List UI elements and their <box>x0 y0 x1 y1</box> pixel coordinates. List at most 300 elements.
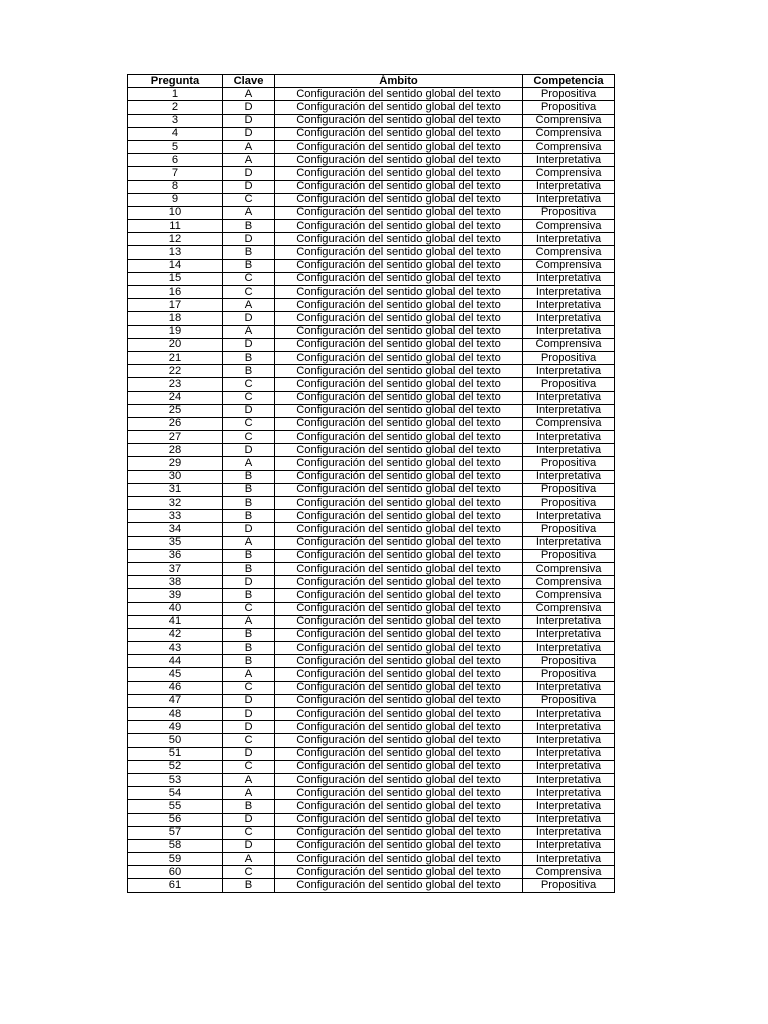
cell-competencia: Interpretativa <box>523 642 615 655</box>
cell-clave: D <box>223 127 275 140</box>
cell-ambito: Configuración del sentido global del texto <box>275 510 523 523</box>
cell-pregunta: 46 <box>128 681 223 694</box>
cell-clave: A <box>223 668 275 681</box>
table-row <box>128 233 615 246</box>
table-row <box>128 787 615 800</box>
cell-ambito: Configuración del sentido global del texto <box>275 760 523 773</box>
cell-ambito: Configuración del sentido global del texto <box>275 800 523 813</box>
cell-competencia: Interpretativa <box>523 233 615 246</box>
cell-competencia: Interpretativa <box>523 510 615 523</box>
cell-competencia: Interpretativa <box>523 681 615 694</box>
table-row <box>128 721 615 734</box>
cell-pregunta: 56 <box>128 813 223 826</box>
cell-clave: B <box>223 351 275 364</box>
cell-competencia: Comprensiva <box>523 140 615 153</box>
cell-ambito: Configuración del sentido global del texto <box>275 734 523 747</box>
cell-competencia: Propositiva <box>523 549 615 562</box>
cell-clave: B <box>223 549 275 562</box>
cell-competencia: Interpretativa <box>523 747 615 760</box>
cell-competencia: Interpretativa <box>523 615 615 628</box>
table-row <box>128 391 615 404</box>
cell-clave: C <box>223 272 275 285</box>
table-row <box>128 628 615 641</box>
cell-ambito: Configuración del sentido global del texto <box>275 365 523 378</box>
cell-pregunta: 33 <box>128 510 223 523</box>
cell-clave: B <box>223 562 275 575</box>
table-row <box>128 879 615 892</box>
table-row <box>128 562 615 575</box>
table-row <box>128 417 615 430</box>
cell-clave: B <box>223 510 275 523</box>
cell-pregunta: 48 <box>128 708 223 721</box>
cell-clave: C <box>223 681 275 694</box>
cell-ambito: Configuración del sentido global del texto <box>275 417 523 430</box>
table-row <box>128 800 615 813</box>
cell-clave: D <box>223 233 275 246</box>
cell-pregunta: 12 <box>128 233 223 246</box>
cell-ambito: Configuración del sentido global del texto <box>275 708 523 721</box>
cell-competencia: Interpretativa <box>523 299 615 312</box>
cell-clave: A <box>223 88 275 101</box>
cell-competencia: Propositiva <box>523 668 615 681</box>
cell-clave: A <box>223 853 275 866</box>
table-row <box>128 259 615 272</box>
cell-competencia: Interpretativa <box>523 312 615 325</box>
header-row <box>128 75 615 88</box>
cell-clave: B <box>223 259 275 272</box>
table-row <box>128 708 615 721</box>
cell-pregunta: 25 <box>128 404 223 417</box>
cell-competencia: Interpretativa <box>523 180 615 193</box>
table-row <box>128 404 615 417</box>
cell-pregunta: 3 <box>128 114 223 127</box>
cell-clave: B <box>223 365 275 378</box>
cell-pregunta: 1 <box>128 88 223 101</box>
table-row <box>128 536 615 549</box>
table-row <box>128 813 615 826</box>
cell-clave: D <box>223 338 275 351</box>
cell-clave: A <box>223 457 275 470</box>
table-row <box>128 470 615 483</box>
cell-ambito: Configuración del sentido global del texto <box>275 470 523 483</box>
cell-competencia: Comprensiva <box>523 338 615 351</box>
cell-ambito: Configuración del sentido global del texto <box>275 88 523 101</box>
cell-clave: C <box>223 826 275 839</box>
cell-clave: A <box>223 325 275 338</box>
cell-pregunta: 52 <box>128 760 223 773</box>
cell-competencia: Propositiva <box>523 378 615 391</box>
cell-pregunta: 42 <box>128 628 223 641</box>
table-row <box>128 853 615 866</box>
cell-ambito: Configuración del sentido global del texto <box>275 457 523 470</box>
cell-ambito: Configuración del sentido global del texto <box>275 101 523 114</box>
cell-pregunta: 9 <box>128 193 223 206</box>
cell-ambito: Configuración del sentido global del texto <box>275 114 523 127</box>
cell-competencia: Propositiva <box>523 879 615 892</box>
cell-pregunta: 43 <box>128 642 223 655</box>
cell-competencia: Interpretativa <box>523 154 615 167</box>
cell-pregunta: 44 <box>128 655 223 668</box>
cell-ambito: Configuración del sentido global del texto <box>275 589 523 602</box>
cell-ambito: Configuración del sentido global del texto <box>275 615 523 628</box>
cell-clave: C <box>223 866 275 879</box>
cell-ambito: Configuración del sentido global del texto <box>275 681 523 694</box>
cell-competencia: Interpretativa <box>523 536 615 549</box>
cell-competencia: Comprensiva <box>523 562 615 575</box>
cell-competencia: Interpretativa <box>523 444 615 457</box>
cell-ambito: Configuración del sentido global del texto <box>275 773 523 786</box>
table-row <box>128 167 615 180</box>
cell-ambito: Configuración del sentido global del texto <box>275 576 523 589</box>
cell-clave: B <box>223 470 275 483</box>
cell-pregunta: 21 <box>128 351 223 364</box>
cell-clave: C <box>223 193 275 206</box>
table-row <box>128 272 615 285</box>
cell-pregunta: 30 <box>128 470 223 483</box>
cell-competencia: Interpretativa <box>523 193 615 206</box>
table-row <box>128 747 615 760</box>
cell-clave: A <box>223 299 275 312</box>
cell-ambito: Configuración del sentido global del texto <box>275 642 523 655</box>
cell-pregunta: 31 <box>128 483 223 496</box>
cell-competencia: Propositiva <box>523 655 615 668</box>
table-row <box>128 602 615 615</box>
cell-pregunta: 29 <box>128 457 223 470</box>
cell-competencia: Propositiva <box>523 483 615 496</box>
cell-ambito: Configuración del sentido global del texto <box>275 602 523 615</box>
cell-competencia: Comprensiva <box>523 589 615 602</box>
cell-pregunta: 59 <box>128 853 223 866</box>
cell-competencia: Interpretativa <box>523 365 615 378</box>
cell-ambito: Configuración del sentido global del texto <box>275 167 523 180</box>
cell-pregunta: 23 <box>128 378 223 391</box>
cell-pregunta: 60 <box>128 866 223 879</box>
table-row <box>128 483 615 496</box>
cell-ambito: Configuración del sentido global del texto <box>275 338 523 351</box>
cell-ambito: Configuración del sentido global del texto <box>275 536 523 549</box>
cell-clave: B <box>223 879 275 892</box>
table-row <box>128 351 615 364</box>
cell-pregunta: 11 <box>128 220 223 233</box>
cell-competencia: Interpretativa <box>523 286 615 299</box>
table-row <box>128 154 615 167</box>
table-row <box>128 140 615 153</box>
cell-competencia: Comprensiva <box>523 167 615 180</box>
cell-competencia: Comprensiva <box>523 259 615 272</box>
cell-clave: A <box>223 154 275 167</box>
table-row <box>128 325 615 338</box>
cell-pregunta: 54 <box>128 787 223 800</box>
cell-ambito: Configuración del sentido global del texto <box>275 813 523 826</box>
table-row <box>128 101 615 114</box>
cell-pregunta: 8 <box>128 180 223 193</box>
table-row <box>128 694 615 707</box>
cell-pregunta: 58 <box>128 839 223 852</box>
table-row <box>128 839 615 852</box>
cell-competencia: Interpretativa <box>523 404 615 417</box>
table-row <box>128 457 615 470</box>
cell-ambito: Configuración del sentido global del texto <box>275 747 523 760</box>
cell-pregunta: 27 <box>128 431 223 444</box>
table-row <box>128 312 615 325</box>
cell-competencia: Propositiva <box>523 351 615 364</box>
header-clave: Clave <box>223 75 275 88</box>
table-row <box>128 866 615 879</box>
cell-clave: A <box>223 536 275 549</box>
cell-clave: D <box>223 839 275 852</box>
cell-pregunta: 38 <box>128 576 223 589</box>
cell-pregunta: 32 <box>128 497 223 510</box>
cell-ambito: Configuración del sentido global del texto <box>275 233 523 246</box>
cell-ambito: Configuración del sentido global del texto <box>275 879 523 892</box>
cell-pregunta: 24 <box>128 391 223 404</box>
cell-ambito: Configuración del sentido global del texto <box>275 193 523 206</box>
cell-competencia: Propositiva <box>523 88 615 101</box>
cell-competencia: Interpretativa <box>523 787 615 800</box>
cell-competencia: Comprensiva <box>523 417 615 430</box>
cell-clave: B <box>223 642 275 655</box>
cell-ambito: Configuración del sentido global del texto <box>275 220 523 233</box>
cell-ambito: Configuración del sentido global del texto <box>275 154 523 167</box>
table-row <box>128 206 615 219</box>
cell-competencia: Interpretativa <box>523 272 615 285</box>
table-row <box>128 497 615 510</box>
cell-ambito: Configuración del sentido global del texto <box>275 140 523 153</box>
cell-competencia: Propositiva <box>523 206 615 219</box>
table-row <box>128 365 615 378</box>
cell-competencia: Comprensiva <box>523 127 615 140</box>
cell-pregunta: 6 <box>128 154 223 167</box>
table-row <box>128 589 615 602</box>
cell-ambito: Configuración del sentido global del texto <box>275 549 523 562</box>
cell-clave: B <box>223 655 275 668</box>
cell-clave: C <box>223 602 275 615</box>
cell-competencia: Comprensiva <box>523 114 615 127</box>
cell-ambito: Configuración del sentido global del texto <box>275 127 523 140</box>
cell-pregunta: 7 <box>128 167 223 180</box>
cell-clave: C <box>223 286 275 299</box>
table-row <box>128 114 615 127</box>
cell-clave: B <box>223 246 275 259</box>
cell-pregunta: 16 <box>128 286 223 299</box>
cell-clave: D <box>223 180 275 193</box>
cell-competencia: Interpretativa <box>523 839 615 852</box>
cell-pregunta: 57 <box>128 826 223 839</box>
cell-clave: B <box>223 220 275 233</box>
cell-clave: C <box>223 417 275 430</box>
cell-ambito: Configuración del sentido global del texto <box>275 351 523 364</box>
table-body <box>128 88 615 892</box>
cell-competencia: Propositiva <box>523 694 615 707</box>
cell-pregunta: 20 <box>128 338 223 351</box>
cell-pregunta: 45 <box>128 668 223 681</box>
cell-ambito: Configuración del sentido global del texto <box>275 562 523 575</box>
cell-pregunta: 28 <box>128 444 223 457</box>
cell-clave: D <box>223 523 275 536</box>
cell-clave: A <box>223 615 275 628</box>
cell-clave: B <box>223 628 275 641</box>
cell-ambito: Configuración del sentido global del texto <box>275 655 523 668</box>
cell-clave: C <box>223 391 275 404</box>
table-row <box>128 576 615 589</box>
answer-key-table <box>127 74 615 893</box>
cell-pregunta: 50 <box>128 734 223 747</box>
cell-pregunta: 19 <box>128 325 223 338</box>
cell-pregunta: 5 <box>128 140 223 153</box>
cell-clave: B <box>223 483 275 496</box>
cell-pregunta: 51 <box>128 747 223 760</box>
table-header <box>128 75 615 88</box>
cell-competencia: Propositiva <box>523 101 615 114</box>
table-row <box>128 773 615 786</box>
cell-clave: D <box>223 101 275 114</box>
cell-competencia: Comprensiva <box>523 246 615 259</box>
cell-clave: C <box>223 760 275 773</box>
cell-ambito: Configuración del sentido global del texto <box>275 497 523 510</box>
cell-clave: D <box>223 312 275 325</box>
cell-ambito: Configuración del sentido global del texto <box>275 483 523 496</box>
cell-clave: D <box>223 444 275 457</box>
cell-pregunta: 49 <box>128 721 223 734</box>
cell-ambito: Configuración del sentido global del texto <box>275 668 523 681</box>
cell-pregunta: 13 <box>128 246 223 259</box>
cell-pregunta: 34 <box>128 523 223 536</box>
cell-ambito: Configuración del sentido global del texto <box>275 853 523 866</box>
header-competencia: Competencia <box>523 75 615 88</box>
cell-pregunta: 18 <box>128 312 223 325</box>
table-row <box>128 378 615 391</box>
table-row <box>128 444 615 457</box>
table-row <box>128 127 615 140</box>
cell-clave: D <box>223 404 275 417</box>
cell-competencia: Interpretativa <box>523 470 615 483</box>
cell-competencia: Propositiva <box>523 497 615 510</box>
cell-pregunta: 4 <box>128 127 223 140</box>
cell-competencia: Interpretativa <box>523 431 615 444</box>
cell-pregunta: 26 <box>128 417 223 430</box>
cell-pregunta: 41 <box>128 615 223 628</box>
table-row <box>128 286 615 299</box>
cell-clave: A <box>223 773 275 786</box>
cell-competencia: Comprensiva <box>523 866 615 879</box>
table-row <box>128 88 615 101</box>
cell-competencia: Interpretativa <box>523 826 615 839</box>
cell-ambito: Configuración del sentido global del texto <box>275 404 523 417</box>
cell-competencia: Interpretativa <box>523 391 615 404</box>
table-row <box>128 220 615 233</box>
cell-ambito: Configuración del sentido global del texto <box>275 694 523 707</box>
cell-pregunta: 35 <box>128 536 223 549</box>
cell-pregunta: 14 <box>128 259 223 272</box>
table-row <box>128 510 615 523</box>
cell-pregunta: 36 <box>128 549 223 562</box>
cell-clave: D <box>223 114 275 127</box>
cell-pregunta: 39 <box>128 589 223 602</box>
cell-pregunta: 61 <box>128 879 223 892</box>
table-row <box>128 734 615 747</box>
cell-clave: D <box>223 576 275 589</box>
table-row <box>128 681 615 694</box>
table-row <box>128 338 615 351</box>
cell-pregunta: 40 <box>128 602 223 615</box>
cell-ambito: Configuración del sentido global del texto <box>275 391 523 404</box>
cell-ambito: Configuración del sentido global del texto <box>275 721 523 734</box>
cell-clave: B <box>223 497 275 510</box>
cell-pregunta: 2 <box>128 101 223 114</box>
cell-clave: B <box>223 800 275 813</box>
cell-ambito: Configuración del sentido global del texto <box>275 206 523 219</box>
table-row <box>128 668 615 681</box>
cell-ambito: Configuración del sentido global del texto <box>275 839 523 852</box>
table-row <box>128 655 615 668</box>
cell-competencia: Interpretativa <box>523 734 615 747</box>
cell-ambito: Configuración del sentido global del texto <box>275 299 523 312</box>
cell-clave: D <box>223 167 275 180</box>
cell-clave: A <box>223 140 275 153</box>
cell-ambito: Configuración del sentido global del texto <box>275 246 523 259</box>
table-row <box>128 760 615 773</box>
cell-clave: D <box>223 694 275 707</box>
table-row <box>128 299 615 312</box>
cell-pregunta: 55 <box>128 800 223 813</box>
cell-ambito: Configuración del sentido global del texto <box>275 787 523 800</box>
table-row <box>128 549 615 562</box>
cell-pregunta: 22 <box>128 365 223 378</box>
cell-ambito: Configuración del sentido global del texto <box>275 286 523 299</box>
table-row <box>128 193 615 206</box>
cell-pregunta: 47 <box>128 694 223 707</box>
cell-clave: C <box>223 431 275 444</box>
cell-ambito: Configuración del sentido global del texto <box>275 431 523 444</box>
cell-competencia: Interpretativa <box>523 721 615 734</box>
cell-clave: D <box>223 721 275 734</box>
cell-competencia: Comprensiva <box>523 220 615 233</box>
table-row <box>128 246 615 259</box>
cell-competencia: Interpretativa <box>523 773 615 786</box>
cell-pregunta: 15 <box>128 272 223 285</box>
cell-ambito: Configuración del sentido global del texto <box>275 628 523 641</box>
table-row <box>128 826 615 839</box>
cell-clave: C <box>223 734 275 747</box>
cell-ambito: Configuración del sentido global del texto <box>275 325 523 338</box>
table-row <box>128 642 615 655</box>
cell-pregunta: 10 <box>128 206 223 219</box>
cell-competencia: Interpretativa <box>523 325 615 338</box>
cell-competencia: Propositiva <box>523 457 615 470</box>
header-pregunta: Pregunta <box>128 75 223 88</box>
table-row <box>128 523 615 536</box>
cell-ambito: Configuración del sentido global del texto <box>275 312 523 325</box>
cell-ambito: Configuración del sentido global del texto <box>275 826 523 839</box>
cell-ambito: Configuración del sentido global del texto <box>275 866 523 879</box>
cell-clave: A <box>223 787 275 800</box>
cell-ambito: Configuración del sentido global del texto <box>275 180 523 193</box>
cell-pregunta: 53 <box>128 773 223 786</box>
cell-competencia: Interpretativa <box>523 853 615 866</box>
cell-ambito: Configuración del sentido global del texto <box>275 444 523 457</box>
cell-ambito: Configuración del sentido global del texto <box>275 523 523 536</box>
table-row <box>128 431 615 444</box>
cell-competencia: Interpretativa <box>523 708 615 721</box>
header-ambito: Ámbito <box>275 75 523 88</box>
cell-clave: D <box>223 708 275 721</box>
cell-ambito: Configuración del sentido global del texto <box>275 272 523 285</box>
cell-clave: B <box>223 589 275 602</box>
table-row <box>128 180 615 193</box>
cell-ambito: Configuración del sentido global del texto <box>275 259 523 272</box>
cell-clave: D <box>223 813 275 826</box>
cell-competencia: Interpretativa <box>523 628 615 641</box>
